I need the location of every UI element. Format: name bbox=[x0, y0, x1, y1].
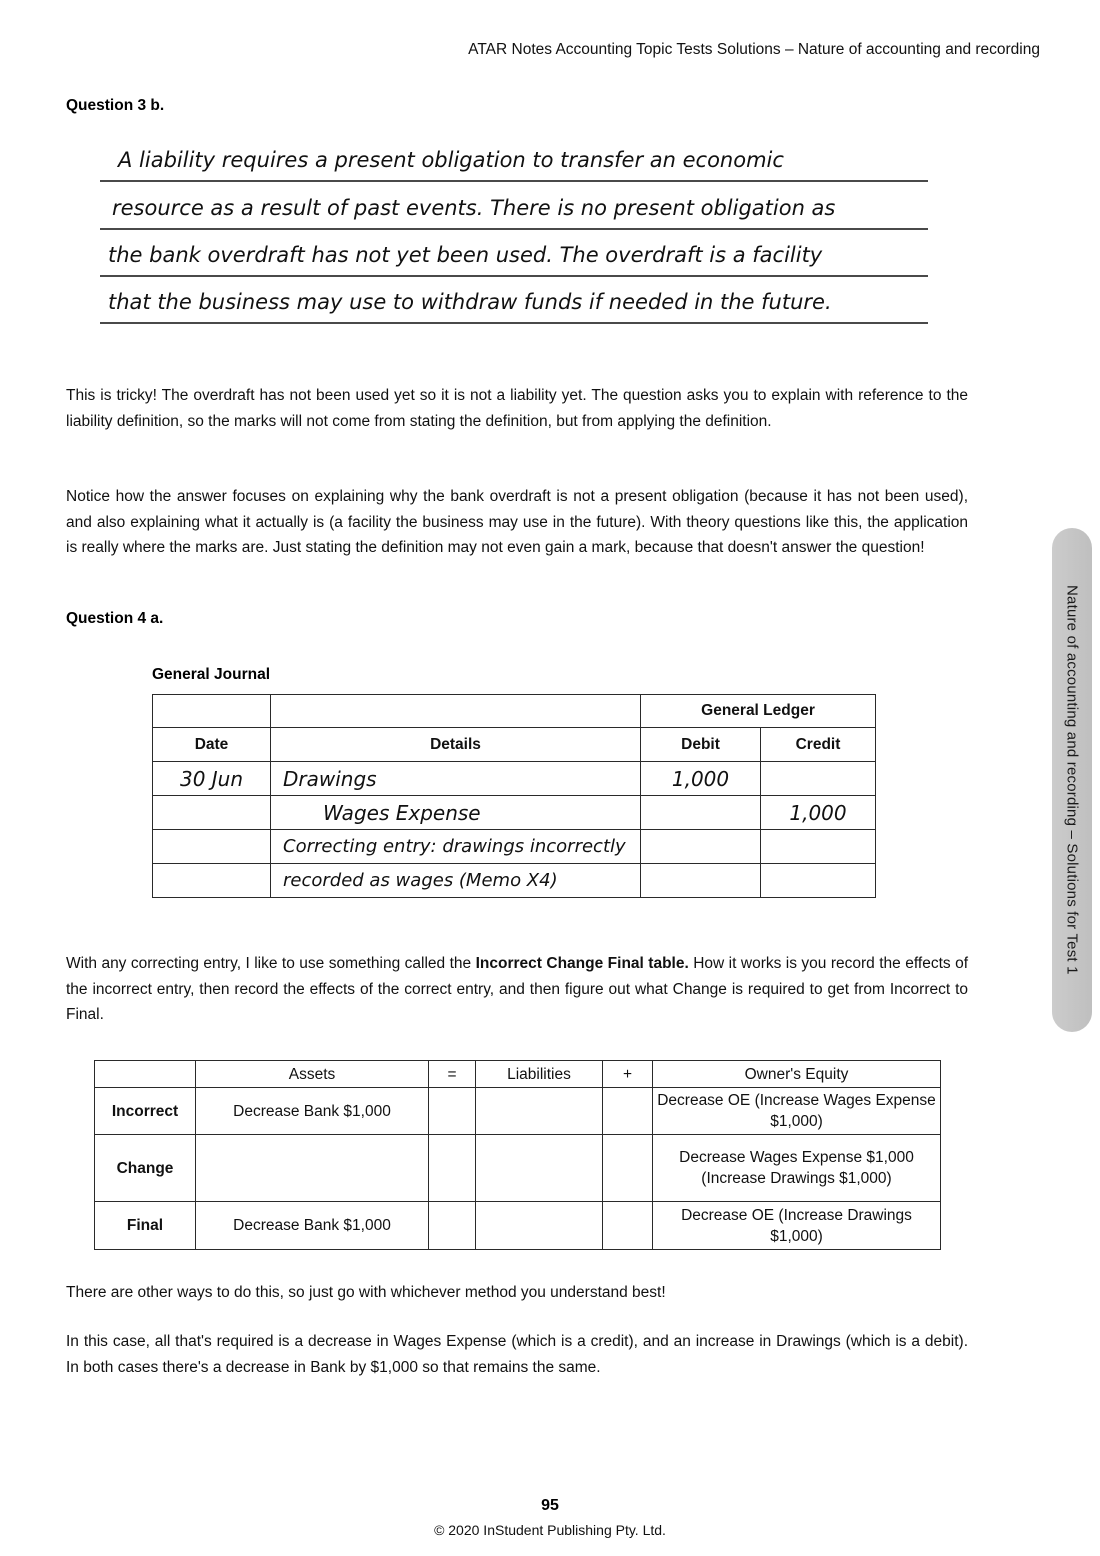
page-header: ATAR Notes Accounting Topic Tests Solutions – Nature of accounting and recording bbox=[468, 41, 1040, 58]
journal-row bbox=[153, 830, 876, 864]
closing-paragraph-1: There are other ways to do this, so just go with whichever method you understand best! bbox=[66, 1284, 666, 1301]
journal-date-cell bbox=[153, 796, 271, 830]
journal-details-cell: recorded as wages (Memo X4) bbox=[271, 864, 641, 898]
question-3b-heading: Question 3 b. bbox=[66, 97, 165, 114]
icf-oe-cell: Decrease OE (Increase Wages Expense $1,000) bbox=[653, 1088, 941, 1135]
journal-general-ledger-header: General Ledger bbox=[641, 695, 876, 728]
chapter-side-tab bbox=[1052, 528, 1092, 1032]
icf-row-final bbox=[95, 1202, 941, 1250]
general-journal-table bbox=[152, 694, 876, 898]
icf-liabilities-cell bbox=[476, 1135, 603, 1202]
icf-intro-bold: Incorrect Change Final table. bbox=[475, 955, 689, 972]
journal-credit-cell bbox=[761, 830, 876, 864]
icf-equals-cell bbox=[429, 1088, 476, 1135]
journal-credit-cell bbox=[761, 864, 876, 898]
journal-col-date: Date bbox=[153, 728, 271, 762]
journal-debit-cell bbox=[641, 796, 761, 830]
icf-intro-before: With any correcting entry, I like to use something called the bbox=[66, 955, 476, 972]
icf-intro-paragraph bbox=[66, 951, 968, 1028]
icf-assets-cell: Decrease Bank $1,000 bbox=[196, 1202, 429, 1250]
icf-oe-cell: Decrease OE (Increase Drawings $1,000) bbox=[653, 1202, 941, 1250]
icf-plus-cell bbox=[603, 1135, 653, 1202]
handwritten-answer-line: resource as a result of past events. There is no present obligation as bbox=[100, 186, 928, 230]
journal-col-details: Details bbox=[271, 728, 641, 762]
icf-col-plus: + bbox=[603, 1061, 653, 1088]
general-journal-title: General Journal bbox=[152, 666, 271, 683]
icf-liabilities-cell bbox=[476, 1202, 603, 1250]
icf-col-assets: Assets bbox=[196, 1061, 429, 1088]
explanation-paragraph-1: This is tricky! The overdraft has not been used yet so it is not a liability yet. The question asks you to explain with reference to the liability definition, so the marks will not come from stating the definition, but from applying the definition. bbox=[66, 387, 968, 430]
icf-plus-cell bbox=[603, 1088, 653, 1135]
copyright-notice: © 2020 InStudent Publishing Pty. Ltd. bbox=[434, 1522, 666, 1538]
journal-debit-cell bbox=[641, 864, 761, 898]
handwritten-answer-line: that the business may use to withdraw funds if needed in the future. bbox=[100, 280, 928, 324]
journal-credit-cell: 1,000 bbox=[761, 796, 876, 830]
page-number: 95 bbox=[541, 1497, 559, 1514]
journal-col-credit: Credit bbox=[761, 728, 876, 762]
journal-row bbox=[153, 796, 876, 830]
journal-date-cell: 30 Jun bbox=[153, 762, 271, 796]
icf-row-change bbox=[95, 1135, 941, 1202]
journal-debit-cell: 1,000 bbox=[641, 762, 761, 796]
icf-col-oe: Owner's Equity bbox=[653, 1061, 941, 1088]
journal-date-cell bbox=[153, 830, 271, 864]
journal-details-cell: Wages Expense bbox=[271, 796, 641, 830]
journal-credit-cell bbox=[761, 762, 876, 796]
icf-row-label: Final bbox=[95, 1202, 196, 1250]
journal-col-debit: Debit bbox=[641, 728, 761, 762]
icf-oe-cell: Decrease Wages Expense $1,000 (Increase Drawings $1,000) bbox=[653, 1135, 941, 1202]
icf-equals-cell bbox=[429, 1135, 476, 1202]
journal-details-cell: Correcting entry: drawings incorrectly bbox=[271, 830, 641, 864]
chapter-side-tab-label: Nature of accounting and recording – Solutions for Test 1 bbox=[1063, 585, 1081, 975]
icf-equals-cell bbox=[429, 1202, 476, 1250]
explanation-paragraph-2: Notice how the answer focuses on explaining why the bank overdraft is not a present obligation (because it has not been used), and also explaining what it actually is (a facility the business may use in the future). With theory questions like this, the application is really where the marks are. Just stating the definition may not even gain a mark, because that doesn't answer the question! bbox=[66, 488, 968, 556]
icf-assets-cell bbox=[196, 1135, 429, 1202]
journal-debit-cell bbox=[641, 830, 761, 864]
journal-date-cell bbox=[153, 864, 271, 898]
icf-empty-header bbox=[95, 1061, 196, 1088]
handwritten-answer-line: A liability requires a present obligation to transfer an economic bbox=[100, 138, 928, 182]
journal-header-row-2 bbox=[153, 728, 876, 762]
incorrect-change-final-table bbox=[94, 1060, 941, 1250]
handwritten-answer-line: the bank overdraft has not yet been used. The overdraft is a facility bbox=[100, 233, 928, 277]
icf-col-equals: = bbox=[429, 1061, 476, 1088]
icf-plus-cell bbox=[603, 1202, 653, 1250]
icf-intro-after: How it works is you record the effects of the incorrect entry, then record the effects of the correct entry, and then figure out what Change is required to get from Incorrect to Final. bbox=[66, 955, 968, 1023]
journal-empty-cell bbox=[271, 695, 641, 728]
question-4a-heading: Question 4 a. bbox=[66, 610, 164, 627]
journal-row bbox=[153, 864, 876, 898]
icf-row-label: Incorrect bbox=[95, 1088, 196, 1135]
journal-row bbox=[153, 762, 876, 796]
icf-col-liabilities: Liabilities bbox=[476, 1061, 603, 1088]
journal-header-row-1 bbox=[153, 695, 876, 728]
journal-empty-cell bbox=[153, 695, 271, 728]
journal-details-cell: Drawings bbox=[271, 762, 641, 796]
icf-row-incorrect bbox=[95, 1088, 941, 1135]
icf-liabilities-cell bbox=[476, 1088, 603, 1135]
icf-header-row bbox=[95, 1061, 941, 1088]
closing-paragraph-2: In this case, all that's required is a decrease in Wages Expense (which is a credit), and an increase in Drawings (which is a debit). In both cases there's a decrease in Bank by $1,000 so that remains the same. bbox=[66, 1333, 968, 1376]
icf-row-label: Change bbox=[95, 1135, 196, 1202]
icf-assets-cell: Decrease Bank $1,000 bbox=[196, 1088, 429, 1135]
